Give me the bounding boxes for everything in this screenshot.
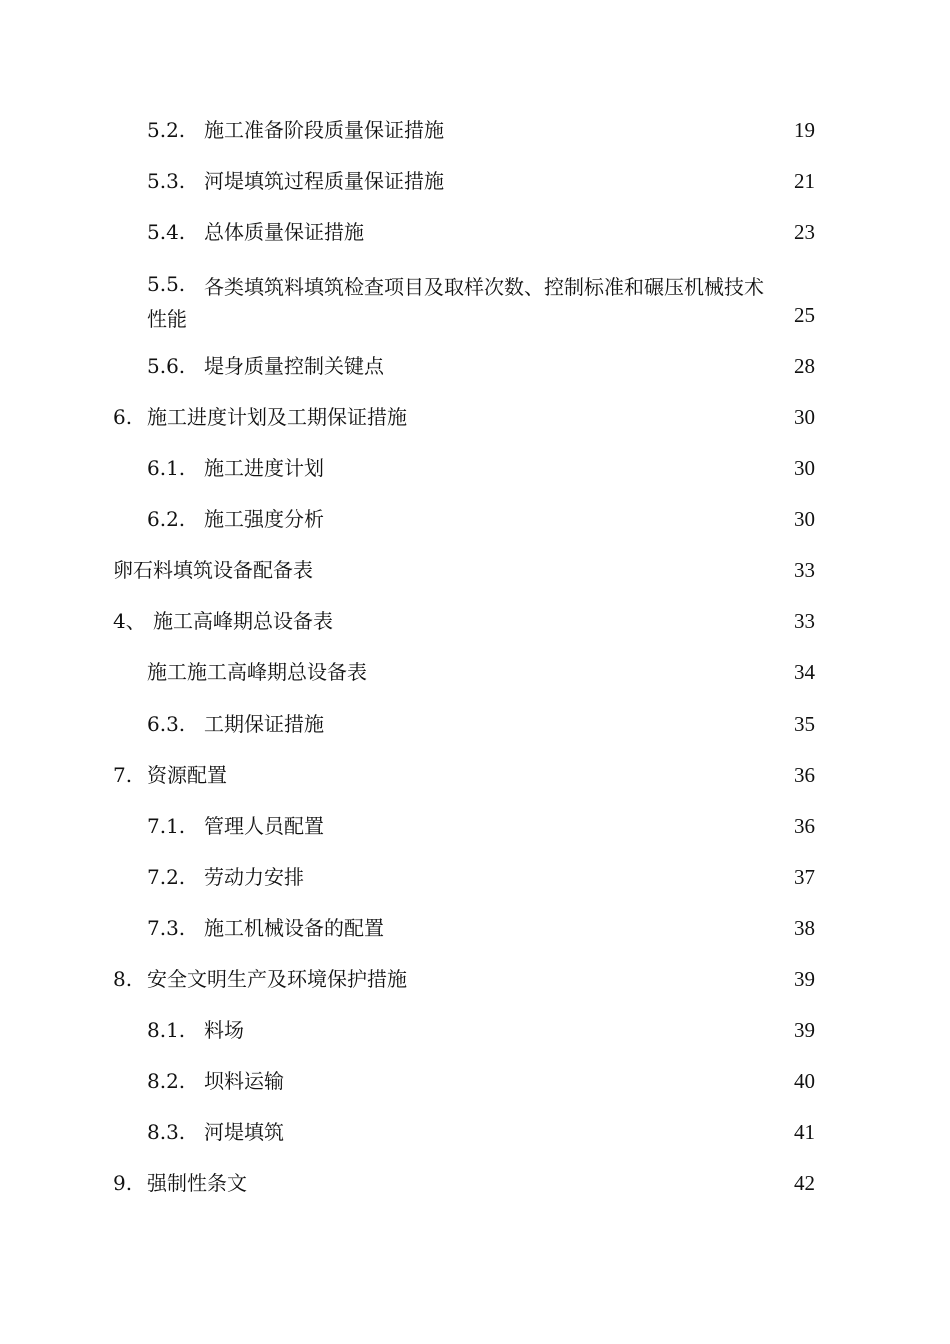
toc-entry-title xyxy=(204,271,904,304)
toc-entry-number: 5.6. xyxy=(147,354,186,378)
toc-entry-title: 资源配置 xyxy=(147,763,227,787)
toc-entry-page: 34 xyxy=(794,660,815,684)
toc-entry-number: 6.1. xyxy=(147,456,186,480)
toc-entry-title: 施工施工高峰期总设备表 xyxy=(147,660,367,684)
toc-entry-title: 河堤填筑 xyxy=(204,1120,284,1144)
toc-entry-number: 7. xyxy=(113,763,133,787)
toc-entry-page: 23 xyxy=(794,220,815,244)
toc-entry-number: 4、 xyxy=(113,609,146,633)
toc-entry-title: 施工进度计划 xyxy=(204,456,324,480)
toc-entry-number: 6. xyxy=(113,405,133,429)
toc-entry-page: 25 xyxy=(794,303,815,327)
toc-entry-page: 41 xyxy=(794,1120,815,1144)
toc-entry-title: 施工高峰期总设备表 xyxy=(153,609,333,633)
toc-entry-title: 工期保证措施 xyxy=(204,712,324,736)
toc-entry-title: 管理人员配置 xyxy=(204,814,324,838)
toc-entry-page: 19 xyxy=(794,118,815,142)
toc-entry-page: 33 xyxy=(794,609,815,633)
toc-entry-title: 料场 xyxy=(204,1018,244,1042)
toc-entry-title: 河堤填筑过程质量保证措施 xyxy=(204,169,444,193)
toc-entry-number: 7.1. xyxy=(147,814,186,838)
toc-entry-title: 安全文明生产及环境保护措施 xyxy=(147,967,407,991)
toc-entry-title: 堤身质量控制关键点 xyxy=(204,354,384,378)
toc-entry-title: 劳动力安排 xyxy=(204,865,304,889)
toc-entry-page: 30 xyxy=(794,456,815,480)
toc-entry-number: 5.5. xyxy=(147,272,186,296)
toc-entry-number: 7.2. xyxy=(147,865,186,889)
toc-entry-page: 30 xyxy=(794,507,815,531)
toc-entry-title: 总体质量保证措施 xyxy=(204,220,364,244)
toc-entry-page: 28 xyxy=(794,354,815,378)
toc-entry-number: 8. xyxy=(113,967,133,991)
toc-entry-page: 21 xyxy=(794,169,815,193)
toc-entry-number: 5.2. xyxy=(147,118,186,142)
toc-entry-page: 40 xyxy=(794,1069,815,1093)
toc-entry-title: 强制性条文 xyxy=(147,1171,247,1195)
toc-entry-number: 8.3. xyxy=(147,1120,186,1144)
toc-entry-number: 5.4. xyxy=(147,220,186,244)
toc-entry-title: 施工准备阶段质量保证措施 xyxy=(204,118,444,142)
toc-entry-page: 42 xyxy=(794,1171,815,1195)
toc-entry-title-line1: 各类填筑料填筑检查项目及取样次数、控制标准和碾压机械技术 xyxy=(204,275,764,299)
toc-entry-title: 施工机械设备的配置 xyxy=(204,916,384,940)
toc-entry-page: 36 xyxy=(794,763,815,787)
toc-entry-number: 8.1. xyxy=(147,1018,186,1042)
toc-entry-page: 39 xyxy=(794,1018,815,1042)
toc-entry-page: 36 xyxy=(794,814,815,838)
toc-entry-page: 33 xyxy=(794,558,815,582)
toc-entry-title: 施工进度计划及工期保证措施 xyxy=(147,405,407,429)
toc-entry-page: 30 xyxy=(794,405,815,429)
toc-entry-page: 35 xyxy=(794,712,815,736)
toc-entry-title: 坝料运输 xyxy=(204,1069,284,1093)
toc-entry-number: 7.3. xyxy=(147,916,186,940)
toc-entry-number: 6.2. xyxy=(147,507,186,531)
toc-entry-page: 38 xyxy=(794,916,815,940)
toc-entry-page: 39 xyxy=(794,967,815,991)
toc-entry-number: 8.2. xyxy=(147,1069,186,1093)
toc-entry-number: 9. xyxy=(113,1171,133,1195)
toc-entry-title: 施工强度分析 xyxy=(204,507,324,531)
toc-entry-number: 6.3. xyxy=(147,712,186,736)
toc-entry-title-continued: 性能 xyxy=(147,307,187,331)
toc-entry-page: 37 xyxy=(794,865,815,889)
toc-entry-title: 卵石料填筑设备配备表 xyxy=(113,558,313,582)
toc-entry-number: 5.3. xyxy=(147,169,186,193)
